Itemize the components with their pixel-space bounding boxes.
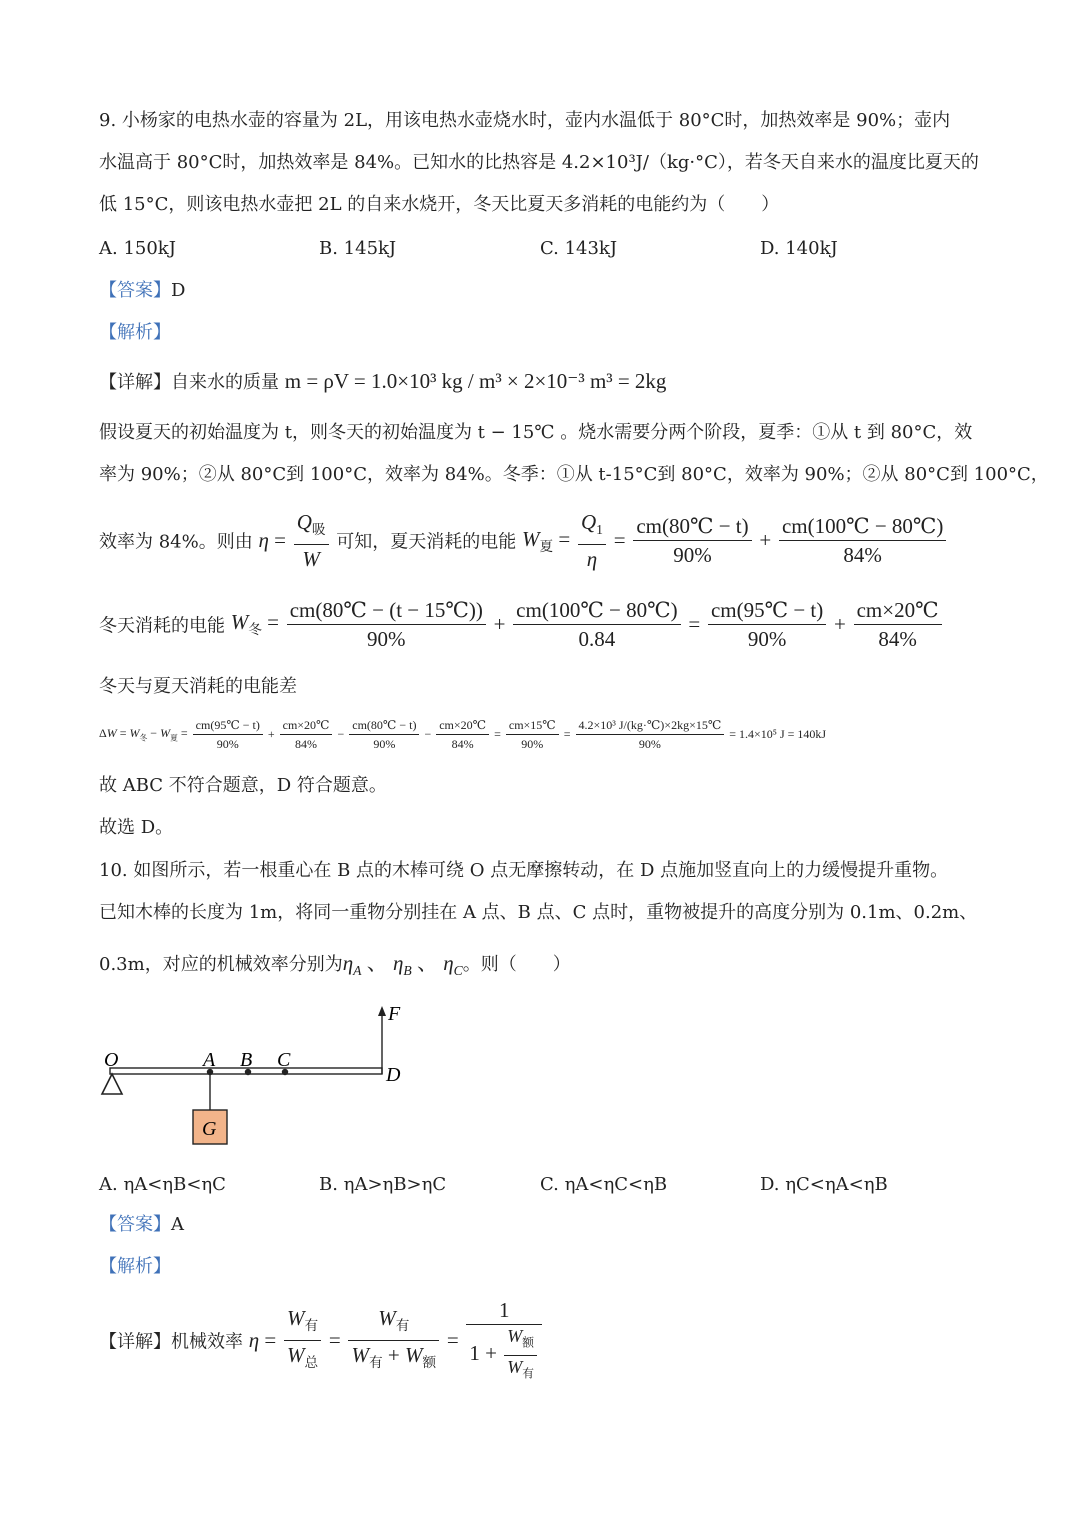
winter-den-4: 84% (878, 627, 917, 651)
force-arrow-head (378, 1006, 386, 1016)
diff-den-5: 90% (521, 737, 544, 751)
para3-b: 可知，夏天消耗的电能 (336, 531, 517, 553)
q9-detail-mass (99, 368, 666, 396)
q10-analysis-tag: 【解析】 (99, 1256, 171, 1277)
q10-line-1: 10. 如图所示，若一根重心在 B 点的木棒可绕 O 点无摩擦转动，在 D 点施加竖直向上的力缓慢提升重物。 (99, 860, 949, 881)
winter-num-3: cm(95℃ − t) (708, 596, 826, 625)
mass-formula: m = ρV = 1.0×10³ kg / m³ × 2×10⁻³ m³ = 2kg (284, 369, 667, 393)
q10-answer-value: A (171, 1214, 184, 1235)
q9-option-b: B. 145kJ (319, 238, 397, 259)
q9-line-3: 低 15°C，则该电热水壶把 2L 的自来水烧开，冬天比夏天多消耗的电能约为（ ） (99, 194, 780, 215)
diff-num-6: 4.2×10³ J/(kg·℃)×2kg×15℃ (576, 716, 725, 735)
diff-result: = 1.4×10⁵ J = 140kJ (729, 727, 827, 741)
label-g: G (202, 1118, 217, 1140)
q10-option-d: D. ηC<ηA<ηB (760, 1174, 888, 1195)
q9-choose: 故选 D。 (99, 817, 174, 838)
q9-para-1: 假设夏天的初始温度为 t，则冬天的初始温度为 t − 15℃ 。烧水需要分两个阶段，夏季：①从 t 到 80°C，效 (99, 422, 973, 443)
summer-den-1: 90% (673, 543, 712, 568)
diff-num-2: cm×20℃ (280, 716, 333, 735)
q9-summer-line: 效率为 84%。则由 η = $\frac{Q_吸}{W}$ 可知，夏天消耗的电能 $W_夏$ = $\frac{Q_1}{\eta}$ = $\frac{cm(80℃ - t)}{90\%}$ + $\frac{cm(100℃ - 80℃)}{84\%}$ (99, 508, 948, 573)
lever-figure (96, 996, 416, 1152)
label-f: F (388, 1003, 401, 1025)
winter-den-2: 0.84 (578, 627, 616, 651)
q10-answer-tag: 【答案】 (99, 1214, 171, 1235)
q10-line-3: 0.3m，对应的机械效率分别为$\eta_A$ 、 $\eta_B$ 、 $\eta_C$。则（ ） (99, 951, 571, 979)
winter-num-4: cm×20℃ (854, 596, 942, 625)
winter-text: 冬天消耗的电能 (99, 615, 225, 637)
diff-num-4: cm×20℃ (436, 716, 489, 735)
q9-diff-formula: $\Delta W = W_冬 - W_夏$ = $\frac{cm(95℃ - t)}{90\%}$ + $\frac{cm\times 20℃}{84\%}$ − $\frac{cm(80℃ - t)}{90\%}$ − $\frac{cm\times 20℃}{84\%}$ = $\frac{cm\times 15℃}{90\%}$ = $\frac{\text{4.2×10³ J/(kg·℃)×2kg×15℃}}{90\%}$ = 1.4×10⁵ J = 140kJ (99, 718, 827, 751)
answer-tag: 【答案】 (99, 280, 171, 301)
q10-line-2: 已知木棒的长度为 1m，将同一重物分别挂在 A 点、B 点、C 点时，重物被提升的高度分别为 0.1m、0.2m、 (99, 902, 978, 923)
label-c: C (277, 1049, 291, 1071)
diff-num-1: cm(95℃ − t) (193, 716, 263, 735)
q9-answer (99, 278, 185, 304)
pivot-triangle (102, 1074, 122, 1094)
q10-line-3-a: 0.3m，对应的机械效率分别为 (99, 954, 343, 975)
q10-detail-tag: 【详解】 (99, 1331, 171, 1353)
q9-option-d: D. 140kJ (760, 238, 838, 259)
para3-a: 效率为 84%。则由 (99, 531, 253, 553)
q9-analysis-tag: 【解析】 (99, 322, 171, 343)
winter-num-1: cm(80℃ − (t − 15℃)) (287, 596, 486, 625)
winter-den-3: 90% (747, 627, 787, 651)
answer-value: D (171, 280, 186, 301)
q9-line-2: 水温高于 80°C时，加热效率是 84%。已知水的比热容是 4.2×10³J/（kg·°C），若冬天自来水的温度比夏天的 (99, 152, 979, 173)
winter-num-2: cm(100℃ − 80℃) (513, 596, 680, 625)
diff-den-6: 90% (638, 737, 661, 751)
detail-mass-text: 自来水的质量 (171, 372, 279, 393)
diff-den-1: 90% (216, 737, 239, 751)
q10-option-b: B. ηA>ηB>ηC (319, 1174, 447, 1195)
winter-den-1: 90% (367, 627, 406, 651)
label-d: D (386, 1064, 401, 1086)
q10-detail: 【详解】机械效率 η = $\frac{W_有}{W_总}$ = $\frac{W_有}{W_有 + W_额}$ = 1 1 + $\frac{W_额}{W_有}$ (99, 1296, 544, 1385)
q10-option-a: A. ηA<ηB<ηC (99, 1174, 226, 1195)
label-b: B (240, 1049, 253, 1071)
q9-line-1: 9. 小杨家的电热水壶的容量为 2L，用该电热水壶烧水时，壶内水温低于 80°C时，加热效率是 90%；壶内 (99, 110, 951, 131)
summer-num-2: cm(100℃ − 80℃) (779, 512, 946, 541)
diff-num-3: cm(80℃ − t) (349, 716, 419, 735)
q9-option-a: A. 150kJ (99, 238, 176, 259)
q10-line-3-b: 。则（ ） (462, 954, 571, 975)
q9-diff-text: 冬天与夏天消耗的电能差 (99, 676, 297, 697)
q9-conclusion: 故 ABC 不符合题意，D 符合题意。 (99, 775, 387, 796)
q10-option-c: C. ηA<ηC<ηB (540, 1174, 668, 1195)
diff-den-2: 84% (295, 737, 318, 751)
detail-tag: 【详解】 (99, 372, 171, 393)
q9-para-2: 率为 90%；②从 80°C到 100°C，效率为 84%。冬季：①从 t-15°C到 80°C，效率为 90%；②从 80°C到 100°C， (99, 464, 1049, 485)
q9-option-c: C. 143kJ (540, 238, 618, 259)
label-a: A (203, 1049, 216, 1071)
diff-den-3: 90% (373, 737, 396, 751)
label-o: O (104, 1049, 119, 1071)
summer-num-1: cm(80℃ − t) (633, 512, 751, 541)
diff-num-5: cm×15℃ (506, 716, 559, 735)
summer-den-2: 84% (843, 543, 882, 568)
q9-winter-line: 冬天消耗的电能 $W_冬$ = $\frac{cm(80℃ - (t - 15℃))}{90\%}$ + $\frac{cm(100℃ - 80℃)}{0.84}$ = $\frac{cm(95℃ - t)}{90\%}$ + $\frac{cm\times 20℃}{84\%}$ (99, 596, 944, 653)
q10-answer (99, 1212, 184, 1238)
diff-den-4: 84% (451, 737, 474, 751)
eta-fraction: $\frac{Q_吸}{W}$ (294, 508, 329, 573)
q10-detail-text: 机械效率 (171, 1331, 243, 1353)
